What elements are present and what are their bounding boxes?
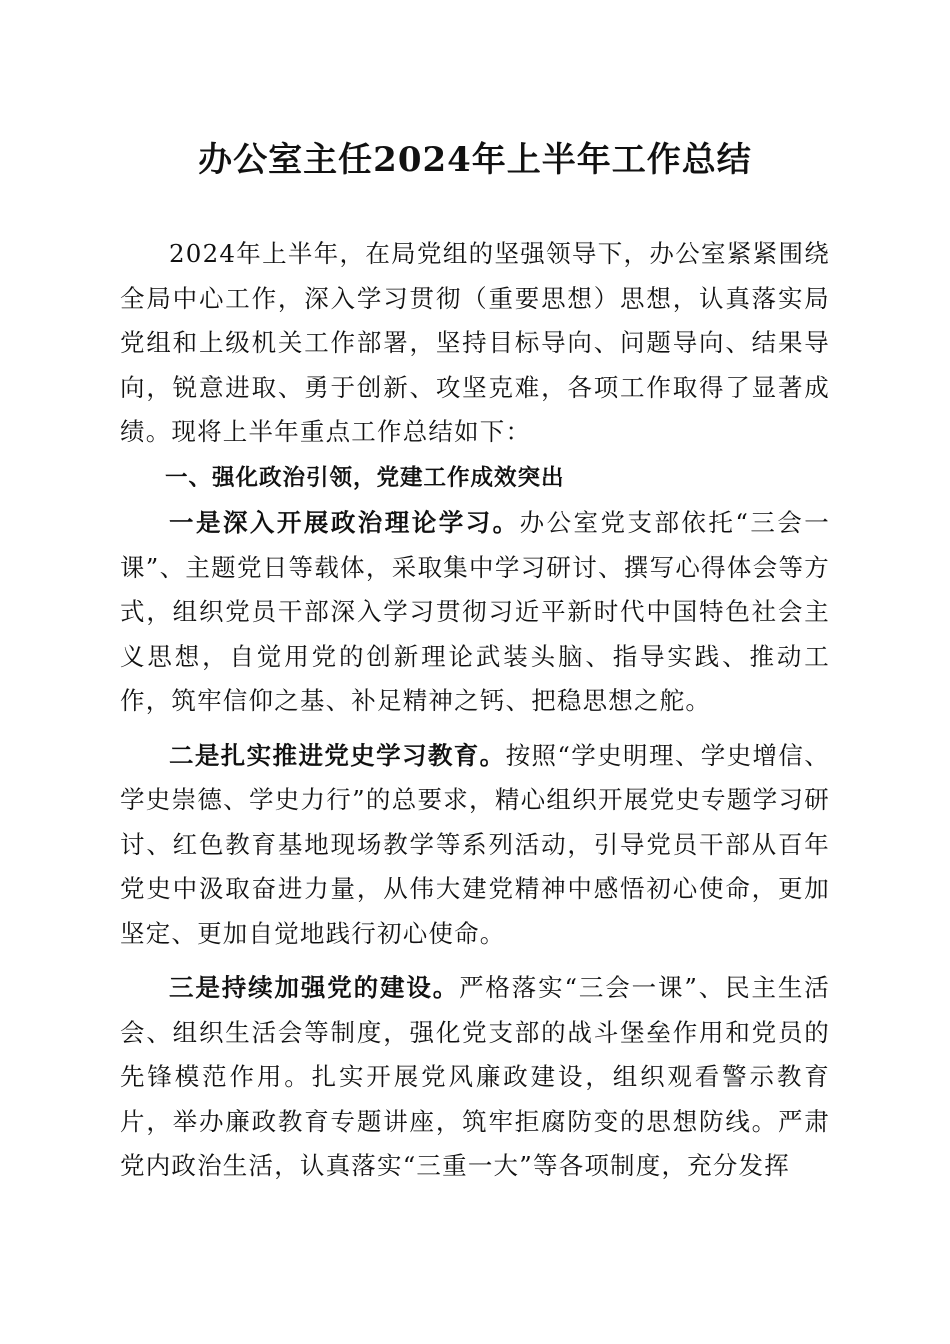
paragraph-text: 严格落实“三会一课”、民主生活会、组织生活会等制度，强化党支部的战斗堡垒作用和党员的先锋模范作用。扎实开展党风廉政建设，组织观看警示教育片，举办廉政教育专题讲座，筑牢拒腐防变的思想防线。严肃党内政治生活，认真落实“三重一大”等各项制度，充分发挥 — [120, 973, 830, 1180]
paragraph-text: 办公室党支部依托“三会一课”、主题党日等载体，采取集中学习研讨、撰写心得体会等方式，组织党员干部深入学习贯彻习近平新时代中国特色社会主义思想，自觉用党的创新理论武装头脑、指导实践、推动工作，筑牢信仰之基、补足精神之钙、把稳思想之舵。 — [120, 508, 830, 715]
intro-paragraph: 2024年上半年，在局党组的坚强领导下，办公室紧紧围绕全局中心工作，深入学习贯彻（重要思想）思想，认真落实局党组和上级机关工作部署，坚持目标导向、问题导向、结果导向，锐意进取、勇于创新、攻坚克难，各项工作取得了显著成绩。现将上半年重点工作总结如下： — [120, 239, 830, 446]
paragraph-lead: 二是扎实推进党史学习教育。 — [169, 740, 506, 770]
body-paragraph — [120, 966, 830, 1189]
paragraph-text: 按照“学史明理、学史增信、学史崇德、学史力行”的总要求，精心组织开展党史专题学习研讨、红色教育基地现场教学等系列活动，引导党员干部从百年党史中汲取奋进力量，从伟大建党精神中感悟初心使命，更加坚定、更加自觉地践行初心使命。 — [120, 740, 830, 948]
paragraph-lead: 一是深入开展政治理论学习。 — [169, 508, 520, 537]
body-paragraph — [120, 734, 830, 957]
document-title: 办公室主任2024年上半年工作总结 — [198, 140, 752, 180]
body-paragraph — [120, 501, 830, 724]
section-heading: 一、强化政治引领，党建工作成效突出 — [165, 464, 565, 491]
paragraph-lead: 三是持续加强党的建设。 — [169, 973, 460, 1002]
document-body — [120, 232, 830, 1189]
